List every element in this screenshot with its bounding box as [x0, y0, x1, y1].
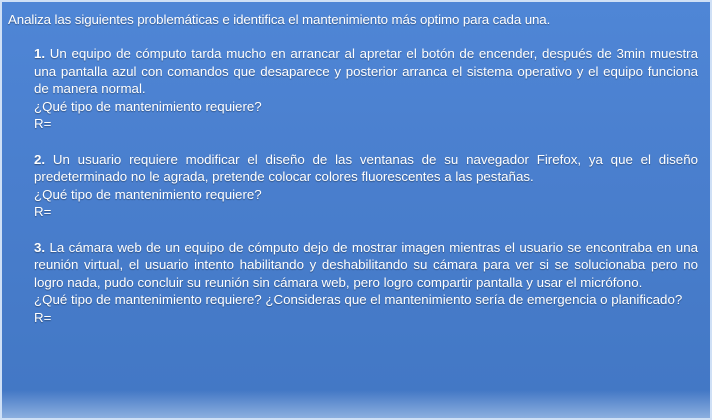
problem-2-text [34, 151, 698, 186]
problem-1-text [34, 45, 698, 98]
problem-3-question: ¿Qué tipo de mantenimiento requiere? ¿Consideras que el mantenimiento sería de emergencia o planificado? [34, 292, 683, 308]
problem-1-question: ¿Qué tipo de mantenimiento requiere? [34, 98, 262, 114]
problem-2-number: 2. [34, 151, 46, 167]
problems-list [34, 45, 698, 327]
problem-2-question: ¿Qué tipo de mantenimiento requiere? [34, 186, 262, 202]
problem-1-description: Un equipo de cómputo tarda mucho en arrancar al apretar el botón de encender, después de 3min muestra una pantalla azul con comandos que desaparece y posterior arranca el sistema operativo y el equipo funciona de manera normal. [34, 46, 698, 97]
problem-3-answer: R= [34, 309, 52, 325]
spacer [34, 133, 698, 151]
problem-3-number: 3. [34, 239, 46, 255]
instructions-heading: Analiza las siguientes problemáticas e identifica el mantenimiento más optimo para cada una. [8, 12, 551, 27]
problem-3-text [34, 239, 698, 292]
problem-3-description: La cámara web de un equipo de cómputo dejo de mostrar imagen mientras el usuario se encontraba en una reunión virtual, el usuario intento habilitando y deshabilitando su cámara para ver si se solucionaba pero no logro nada, pudo concluir su reunión sin cámara web, pero logro compartir pantalla y usar el micrófono. [34, 239, 698, 290]
problem-1-number: 1. [34, 46, 46, 61]
spacer [34, 221, 698, 239]
problem-2-description: Un usuario requiere modificar el diseño de las ventanas de su navegador Firefox, ya que el diseño predeterminado no le agrada, pretende colocar colores fluorescentes a las pestañas. [34, 151, 698, 185]
problem-1-answer: R= [34, 116, 52, 132]
problem-2-answer: R= [34, 204, 52, 220]
